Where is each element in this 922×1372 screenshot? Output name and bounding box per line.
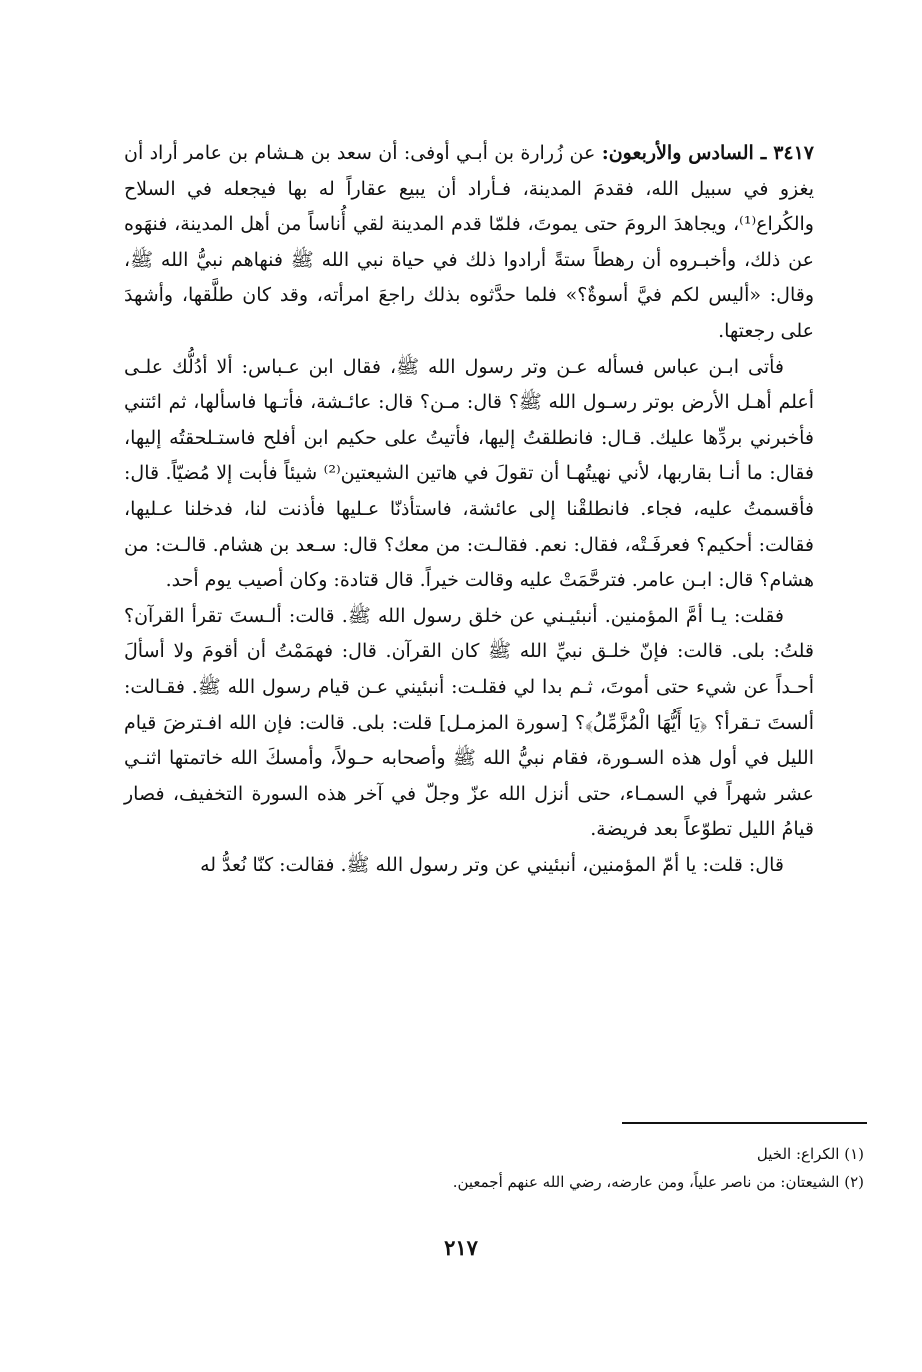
footnotes [124, 1140, 864, 1196]
paragraph-1-text: عن زُرارة بن أبـي أوفى: أن سعد بن هـشام بن عامر أراد أن يغزو في سبيل الله، فقدمَ المدينة، فـأراد أن يبيع عقاراً له بها فيجعله في السلاح والكُراع⁽¹⁾، ويجاهدَ الرومَ حتى يموتَ، فلمّا قدم المدينة لقي أُناساً من أهل المدينة، فنهَوه عن ذلك، وأخبـروه أن رهطاً ستةً أرادوا ذلك في حياة نبي الله ﷺ فنهاهم نبيُّ الله ﷺ، وقال: «أليس لكم فيَّ أسوةٌ؟» فلما حدَّثوه بذلك راجعَ امرأته، وقد كان طلَّقها، وأشهدَ على رجعتها. [124, 142, 814, 342]
footnote-2: (٢) الشيعتان: من ناصر علياً، ومن عارضه، رضي الله عنهم أجمعين. [452, 1173, 864, 1191]
page-number: ٢١٧ [444, 1235, 478, 1260]
hadith-number: ٣٤١٧ [773, 142, 815, 164]
footnote-divider [622, 1122, 867, 1124]
paragraph-4: قال: قلت: يا أمّ المؤمنين، أنبئيني عن وتر رسول الله ﷺ. فقالت: كنّا نُعدُّ له [200, 853, 784, 876]
footnote-1: (١) الكراع: الخيل [756, 1145, 864, 1163]
paragraph-1 [124, 136, 814, 350]
hadith-body [124, 136, 814, 883]
paragraph-3: فقلت: يـا أمَّ المؤمنين. أنبئيـني عن خلق رسول الله ﷺ. قالت: ألـستَ تقرأ القرآن؟ قلتُ: بلى. قالت: فإنّ خلـق نبيِّ الله ﷺ كان القرآن. قال: فهمَمْتُ أن أقومَ ولا أسألَ أحـداً عن شيء حتى أموتَ، ثـم بدا لي فقلـت: أنبئيني عـن قيام رسول الله ﷺ. فقـالت: ألستَ تـقرأ؟ ﴿يَا أَيُّهَا الْمُزَّمِّلُ﴾؟ [سورة المزمـل] قلت: بلى. قالت: فإن الله افـترضَ قيام الليل في أول هذه السـورة، فقام نبيُّ الله ﷺ وأصحابه حـولاً، وأمسكَ الله خاتمتها اثنـي عشر شهراً في السمـاء، حتى أنزل الله عزّ وجلّ في آخر هذه السورة التخفيف، فصار قيامُ الليل تطوّعاً بعد فريضة. [124, 604, 814, 841]
paragraph-2: فأتى ابـن عباس فسأله عـن وتر رسول الله ﷺ، فقال ابن عـباس: ألا أدُلُّك علـى أعلم أهـل الأرض بوتر رسـول الله ﷺ؟ قال: مـن؟ قال: عائـشة، فأتـها فاسألها، ثم ائتني فأخبرني بردِّها عليك. قـال: فانطلقتُ إليها، فأتيتُ على حكيم ابن أفلح فاستـلحقتُه إليها، فقال: ما أنـا بقاربها، لأني نهيتُهـا أن تقولَ في هاتين الشيعتين⁽²⁾ شيئاً فأبت إلا مُضيّاً. قال: فأقسمتُ عليه، فجاء. فانطلقْنا إلى عائشة، فاستأذنّا عـليها فأذنت لنا، فدخلنا عـليها، فقالت: أحكيم؟ فعرفَـتْه، فقال: نعم. فقالـت: من معك؟ قال: سـعد بن هشام. قالـت: من هشام؟ قال: ابـن عامر. فترحَّمَتْ عليه وقالت خيراً. قال قتادة: وكان أصيب يوم أحد. [124, 355, 814, 592]
hadith-heading: ـ السادس والأربعون: [601, 142, 774, 164]
